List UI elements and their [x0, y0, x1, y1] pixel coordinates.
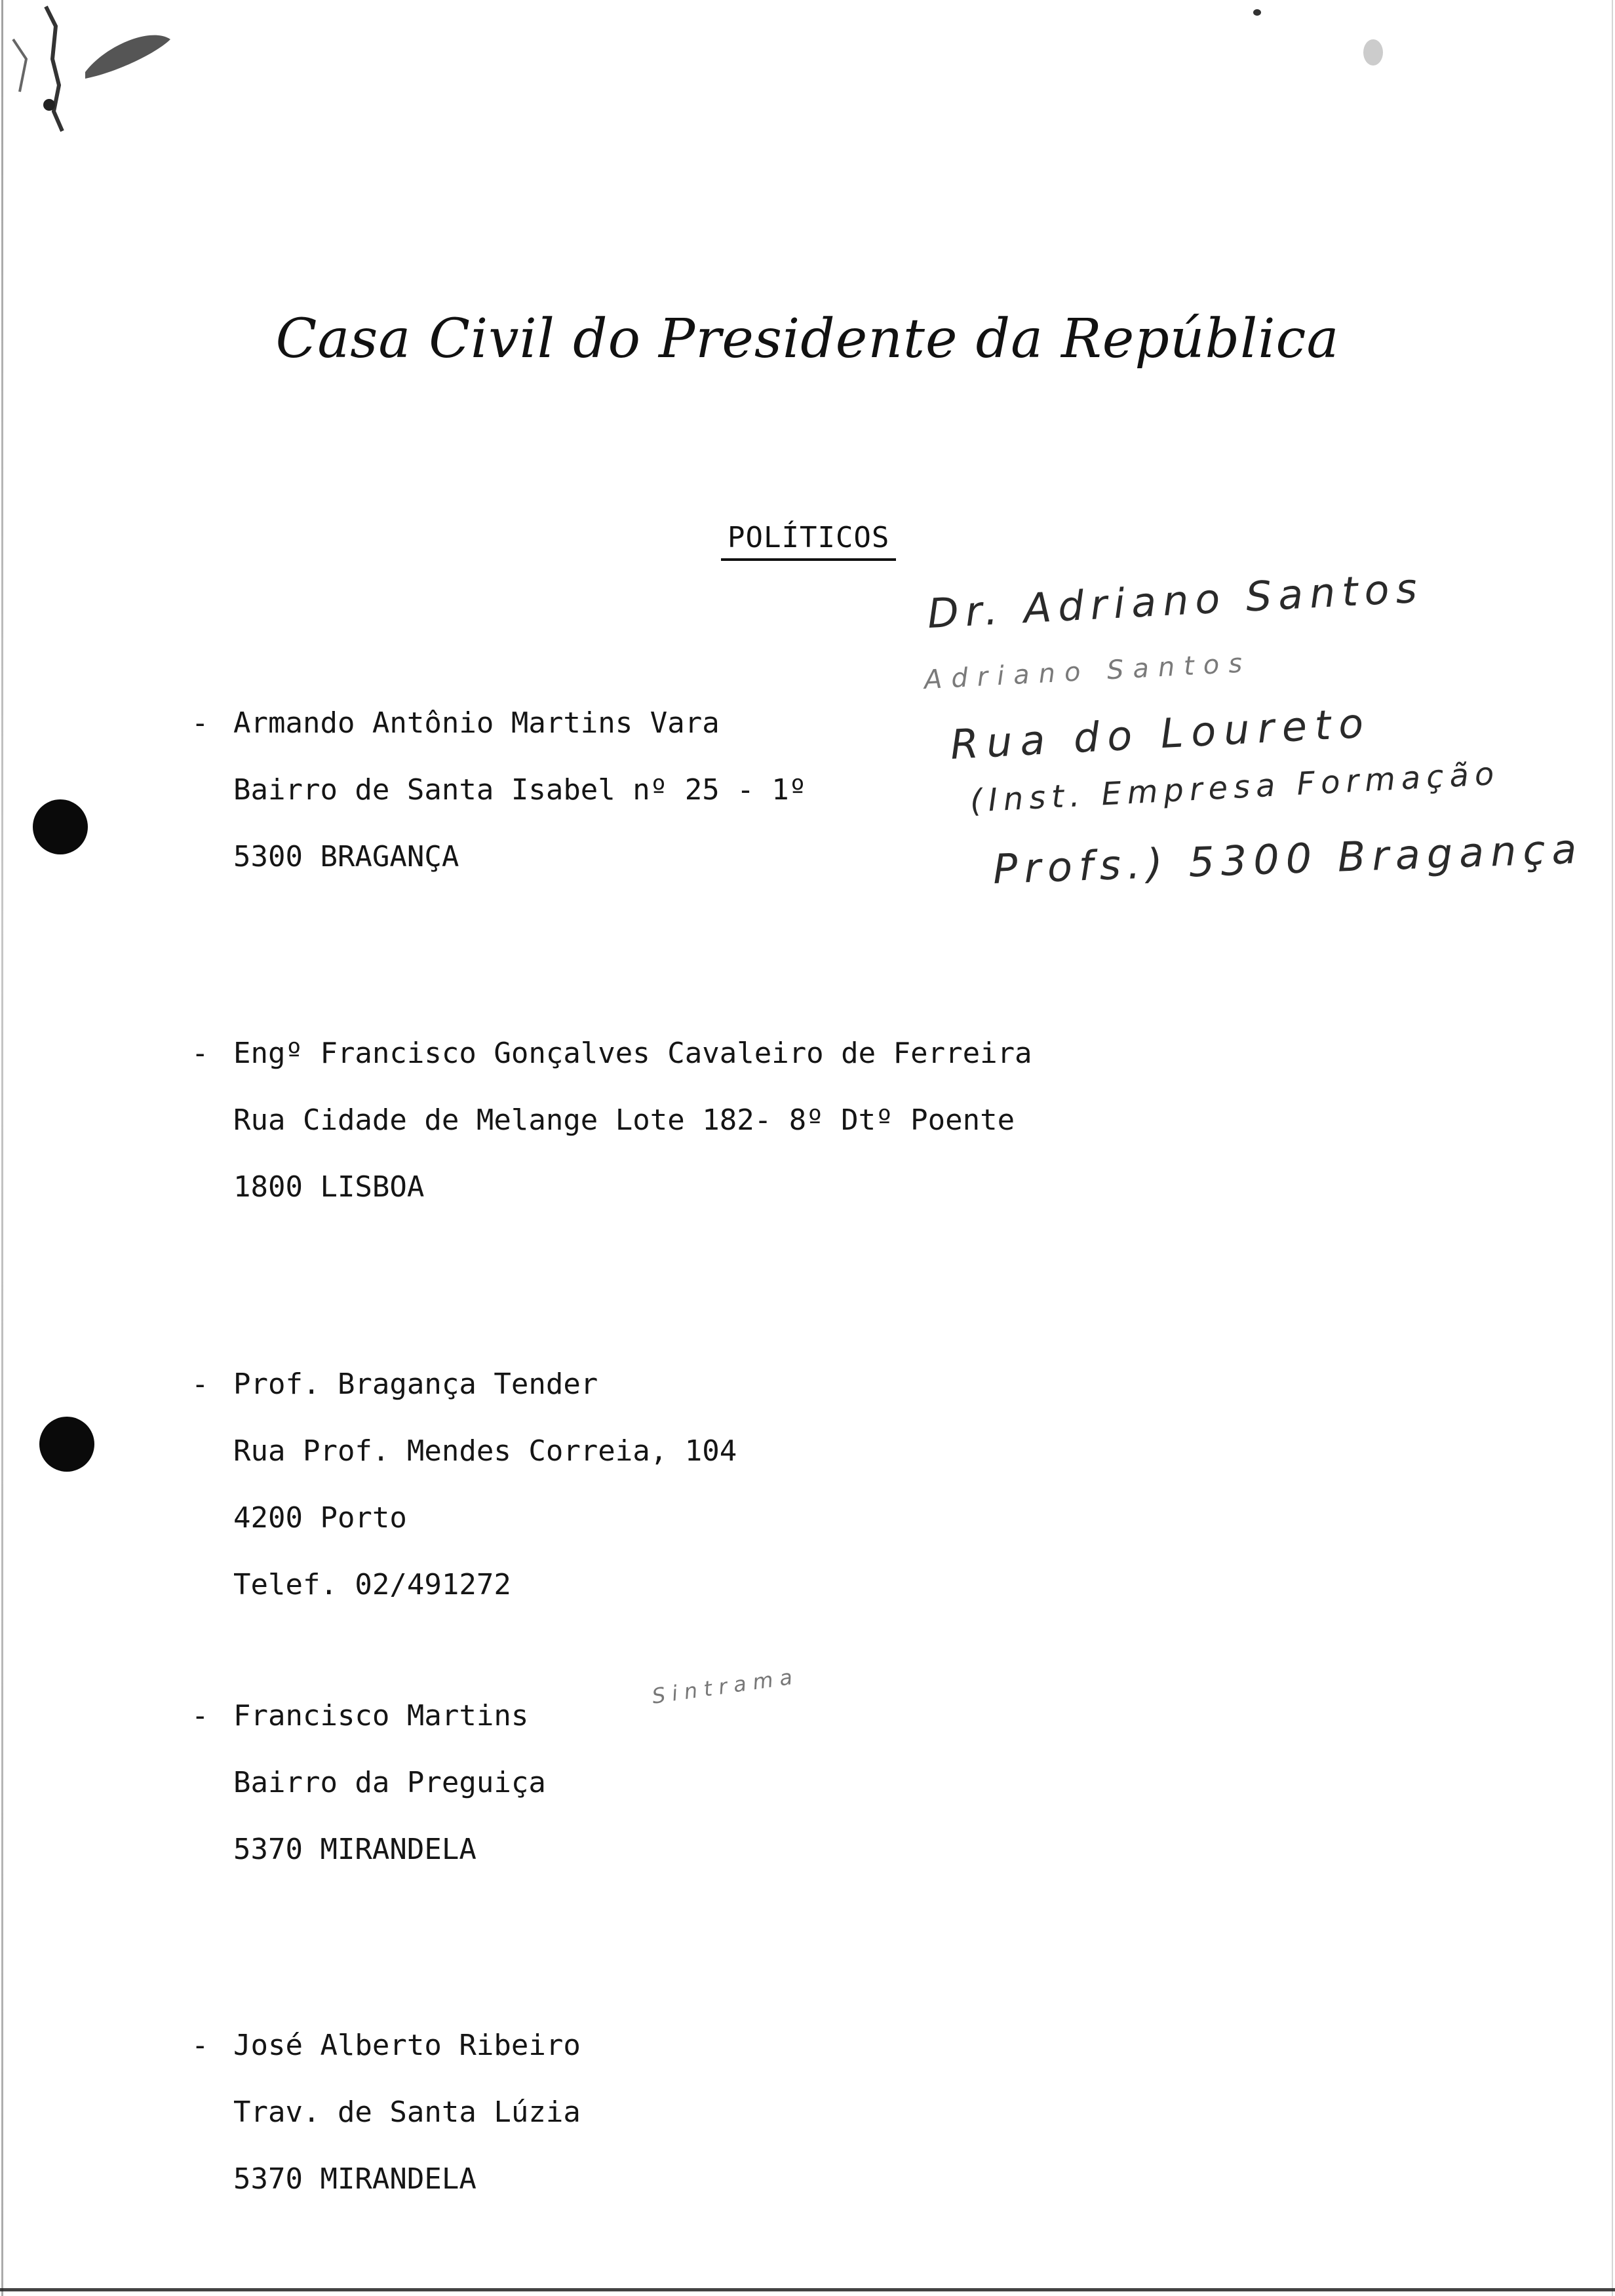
- scan-speck: [1253, 9, 1261, 16]
- address-line: Rua Cidade de Melange Lote 182- 8º Dtº Poente: [233, 1103, 1015, 1137]
- letterhead: Casa Civil do Presidente da República: [275, 308, 1340, 370]
- list-dash: -: [191, 2029, 209, 2062]
- address-line: 5370 MIRANDELA: [233, 1833, 477, 1866]
- contact-name: José Alberto Ribeiro: [233, 2029, 581, 2062]
- contact-entry: [191, 704, 806, 904]
- address-line: 1800 LISBOA: [233, 1170, 425, 1204]
- list-dash: -: [191, 1368, 209, 1401]
- address-line: Trav. de Santa Lúzia: [233, 2095, 581, 2129]
- punch-hole: [39, 1417, 94, 1472]
- handwritten-note-line: Rua do Loureto: [949, 698, 1372, 769]
- list-dash: -: [191, 706, 209, 740]
- contact-name: Francisco Martins: [233, 1699, 529, 1732]
- contact-name: Armando Antônio Martins Vara: [233, 706, 720, 740]
- address-line: 5300 BRAGANÇA: [233, 840, 459, 873]
- contact-entry: [191, 2026, 581, 2227]
- address-line: 4200 Porto: [233, 1501, 407, 1535]
- punch-hole: [33, 799, 88, 854]
- list-dash: -: [191, 1037, 209, 1070]
- contact-entry: [191, 1696, 546, 1897]
- scan-edge-bottom: [0, 2288, 1615, 2291]
- contact-entry: [191, 1034, 1032, 1234]
- handwritten-note-line: Profs.) 5300 Bragança: [992, 824, 1584, 893]
- contact-name: Prof. Bragança Tender: [233, 1368, 598, 1401]
- handwritten-note-line: Dr. Adriano Santos: [926, 564, 1425, 638]
- scan-speck: [1363, 39, 1383, 66]
- address-line: Bairro de Santa Isabel nº 25 - 1º: [233, 773, 807, 807]
- handwritten-note-line: (Inst. Empresa Formação: [969, 755, 1501, 820]
- handwritten-note-line: Adriano Santos: [923, 647, 1253, 695]
- scan-smudge-icon: [7, 0, 203, 144]
- address-line: Rua Prof. Mendes Correia, 104: [233, 1434, 737, 1468]
- contact-name: Engº Francisco Gonçalves Cavaleiro de Ferreira: [233, 1037, 1032, 1070]
- address-line: 5370 MIRANDELA: [233, 2162, 477, 2196]
- handwritten-margin-note: Sintrama: [650, 1663, 801, 1709]
- page-title: POLÍTICOS: [721, 521, 896, 561]
- address-line: Bairro da Preguiça: [233, 1766, 546, 1799]
- contact-entry: [191, 1365, 737, 1632]
- list-dash: -: [191, 1699, 209, 1732]
- phone-line: Telef. 02/491272: [233, 1568, 511, 1601]
